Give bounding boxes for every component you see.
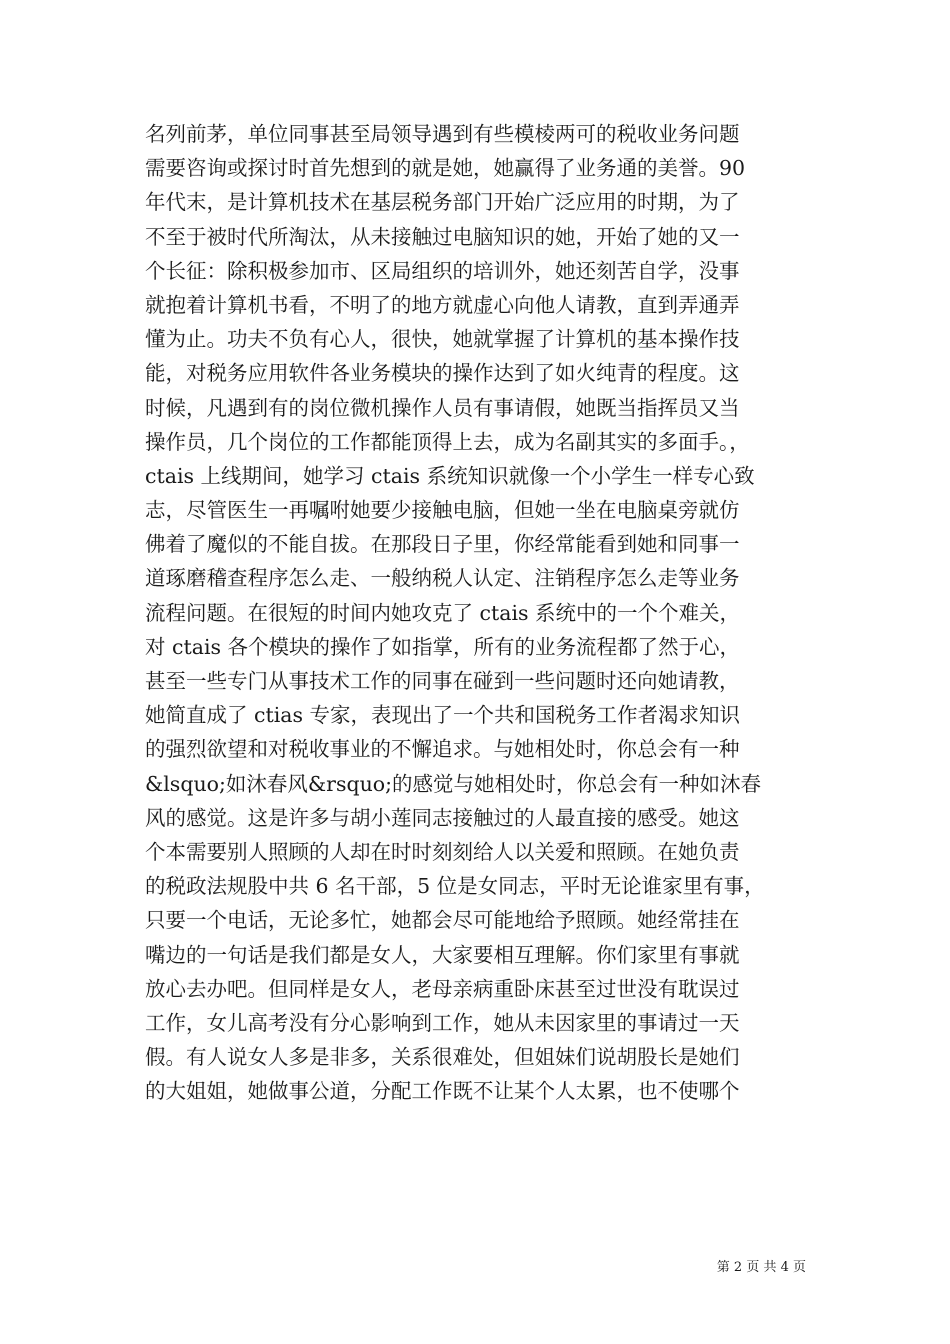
text-line: 甚至一些专门从事技术工作的同事在碰到一些问题时还向她请教， — [145, 669, 740, 693]
body-text — [145, 117, 815, 1108]
text-line: 流程问题。在很短的时间内她攻克了 ctais 系统中的一个个难关， — [145, 600, 741, 625]
text-line: 嘴边的一句话是我们都是女人，大家要相互理解。你们家里有事就 — [145, 942, 740, 967]
text-line: 工作，女儿高考没有分心影响到工作，她从未因家里的事请过一天 — [145, 1010, 740, 1035]
text-line: 个长征：除积极参加市、区局组织的培训外，她还刻苦自学，没事 — [145, 258, 740, 283]
text-line: 对 ctais 各个模块的操作了如指掌，所有的业务流程都了然于心， — [145, 634, 741, 659]
text-line: 佛着了魔似的不能自拔。在那段日子里，你经常能看到她和同事一 — [145, 532, 740, 557]
text-line: 的税政法规股中共 6 名干部，5 位是女同志，平时无论谁家里有事， — [145, 874, 765, 899]
text-line: 就抱着计算机书看，不明了的地方就虚心向他人请教，直到弄通弄 — [145, 292, 740, 317]
text-line: 她简直成了 ctias 专家，表现出了一个共和国税务工作者渴求知识 — [145, 703, 741, 728]
text-line: 的强烈欲望和对税收事业的不懈追求。与她相处时，你总会有一种 — [145, 737, 740, 762]
text-line: 需要咨询或探讨时首先想到的就是她，她赢得了业务通的美誉。90 — [145, 156, 746, 181]
text-line: 志，尽管医生一再嘱咐她要少接触电脑，但她一坐在电脑桌旁就仿 — [145, 498, 740, 523]
text-line: 年代末，是计算机技术在基层税务部门开始广泛应用的时期，为了 — [145, 190, 740, 215]
text-line: 时候，凡遇到有的岗位微机操作人员有事请假，她既当指挥员又当 — [145, 395, 740, 420]
text-line: 懂为止。功夫不负有心人，很快，她就掌握了计算机的基本操作技 — [145, 327, 740, 352]
text-line: 假。有人说女人多是非多，关系很难处，但姐妹们说胡股长是她们 — [145, 1045, 740, 1070]
text-line: 道琢磨稽查程序怎么走、一般纳税人认定、注销程序怎么走等业务 — [145, 566, 740, 591]
text-line: 个本需要别人照顾的人却在时时刻刻给人以关爱和照顾。在她负责 — [145, 839, 740, 864]
page-number-footer: 第 2 页 共 4 页 — [716, 1260, 806, 1275]
text-line: 只要一个电话，无论多忙，她都会尽可能地给予照顾。她经常挂在 — [145, 908, 740, 933]
text-line: 操作员，几个岗位的工作都能顶得上去，成为名副其实的多面手。， — [145, 429, 750, 454]
text-line: 能，对税务应用软件各业务模块的操作达到了如火纯青的程度。这 — [145, 361, 740, 386]
text-line: ctais 上线期间，她学习 ctais 系统知识就像一个小学生一样专心致 — [145, 463, 755, 488]
text-line: 的大姐姐，她做事公道，分配工作既不让某个人太累，也不使哪个 — [145, 1079, 740, 1104]
text-line: 风的感觉。这是许多与胡小莲同志接触过的人最直接的感受。她这 — [145, 805, 740, 830]
text-line: 不至于被时代所淘汰，从未接触过电脑知识的她，开始了她的又一 — [145, 224, 740, 249]
text-line: 放心去办吧。但同样是女人，老母亲病重卧床甚至过世没有耽误过 — [145, 976, 740, 1001]
text-line: 名列前茅，单位同事甚至局领导遇到有些模棱两可的税收业务问题 — [145, 122, 740, 146]
text-line: &lsquo;如沐春风&rsquo;的感觉与她相处时，你总会有一种如沐春 — [145, 771, 762, 796]
